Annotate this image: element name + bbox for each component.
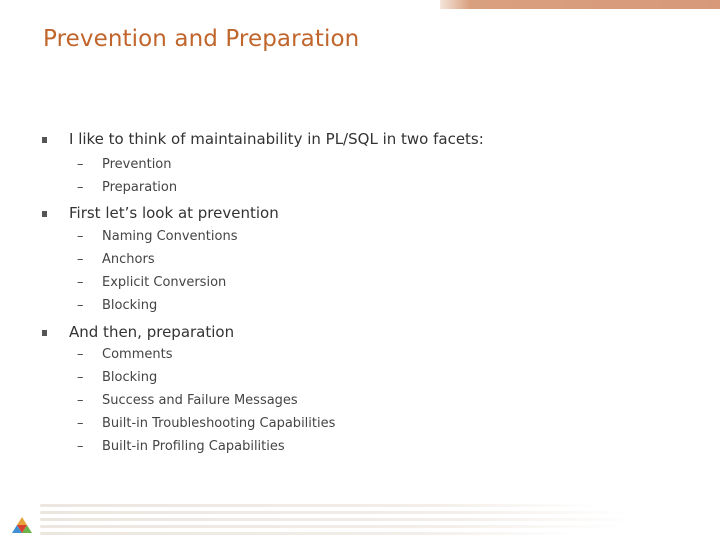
square-bullet-icon: [42, 137, 47, 143]
dash-marker: –: [77, 275, 84, 290]
dash-marker: –: [77, 416, 84, 431]
footer-line: [40, 518, 640, 521]
sub-item-text: Comments: [102, 347, 173, 362]
dash-marker: –: [77, 393, 84, 408]
bullet-text: First let’s look at prevention: [69, 204, 279, 222]
sub-item-text: Built-in Troubleshooting Capabilities: [102, 416, 336, 431]
sub-item-text: Blocking: [102, 298, 158, 313]
sub-item-text: Blocking: [102, 370, 158, 385]
square-bullet-icon: [42, 211, 47, 217]
bullet-text: I like to think of maintainability in PL/SQL in two facets:: [69, 130, 484, 148]
footer-line: [40, 511, 630, 514]
dash-marker: –: [77, 180, 84, 195]
dash-marker: –: [77, 229, 84, 244]
bullet-text: And then, preparation: [69, 323, 235, 341]
sub-item-text: Built-in Profiling Capabilities: [102, 439, 285, 454]
sub-item-text: Prevention: [102, 157, 172, 172]
sub-item-text: Preparation: [102, 180, 178, 195]
footer-line: [40, 504, 600, 507]
square-bullet-icon: [42, 330, 47, 336]
sub-item-text: Success and Failure Messages: [102, 393, 298, 408]
sub-item-text: Naming Conventions: [102, 229, 238, 244]
dash-marker: –: [77, 298, 84, 313]
dash-marker: –: [77, 252, 84, 267]
footer-line: [40, 525, 620, 528]
dash-marker: –: [77, 439, 84, 454]
dash-marker: –: [77, 347, 84, 362]
dash-marker: –: [77, 157, 84, 172]
footer-line: [40, 532, 580, 535]
sub-item-text: Explicit Conversion: [102, 275, 227, 290]
dash-marker: –: [77, 370, 84, 385]
footer-decoration: [40, 502, 640, 536]
company-logo-icon: [12, 516, 32, 534]
slide-title: Prevention and Preparation: [43, 26, 360, 52]
sub-item-text: Anchors: [102, 252, 155, 267]
